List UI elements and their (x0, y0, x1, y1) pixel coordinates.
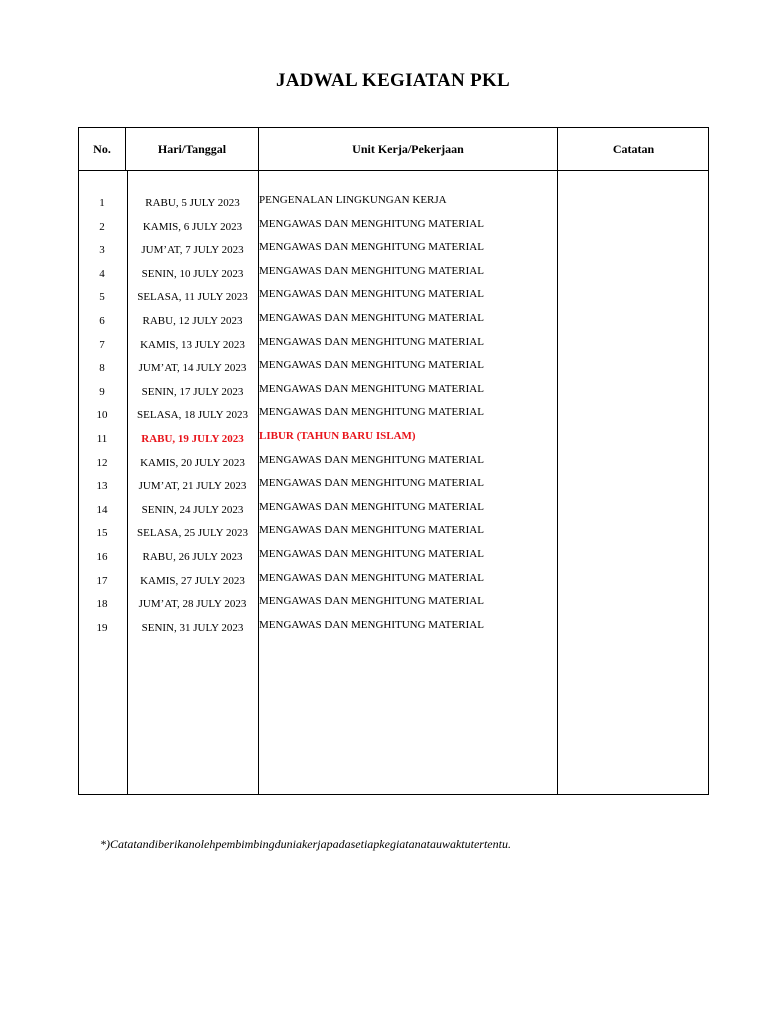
header-no: No. (93, 141, 111, 156)
row-unit: MENGAWAS DAN MENGHITUNG MATERIAL (259, 524, 484, 537)
row-number: 4 (99, 267, 105, 280)
row-number: 19 (96, 621, 108, 634)
table-row (79, 478, 708, 502)
row-unit: MENGAWAS DAN MENGHITUNG MATERIAL (259, 335, 484, 348)
row-date: JUM’AT, 7 JULY 2023 (141, 244, 244, 257)
table-body (79, 195, 708, 643)
row-date: KAMIS, 27 JULY 2023 (140, 574, 245, 587)
header-date: Hari/Tanggal (157, 141, 227, 156)
row-date: KAMIS, 13 JULY 2023 (140, 338, 245, 351)
row-unit: MENGAWAS DAN MENGHITUNG MATERIAL (259, 595, 484, 608)
row-unit: MENGAWAS DAN MENGHITUNG MATERIAL (259, 311, 484, 324)
table-row (79, 549, 708, 573)
row-unit: LIBUR (TAHUN BARU ISLAM) (259, 429, 416, 442)
row-number: 12 (96, 456, 108, 469)
table-row (79, 219, 708, 243)
row-number: 13 (96, 480, 108, 493)
row-unit: MENGAWAS DAN MENGHITUNG MATERIAL (259, 382, 484, 395)
row-number: 15 (96, 527, 108, 540)
row-date: SENIN, 10 JULY 2023 (141, 267, 244, 280)
row-date: SENIN, 17 JULY 2023 (141, 385, 244, 398)
table-row (79, 337, 708, 361)
row-number: 9 (99, 385, 105, 398)
row-date: SELASA, 11 JULY 2023 (137, 291, 248, 304)
table-row (79, 266, 708, 290)
footnote: *)Catatandiberikanolehpembimbingduniakerjapadasetiapkegiatanatauwaktutertentu. (100, 837, 511, 851)
document-title: JADWAL KEGIATAN PKL (275, 70, 511, 91)
row-date: SELASA, 18 JULY 2023 (137, 409, 248, 422)
row-number: 7 (99, 338, 105, 351)
row-date: KAMIS, 6 JULY 2023 (142, 220, 243, 233)
row-unit: MENGAWAS DAN MENGHITUNG MATERIAL (259, 264, 484, 277)
row-number: 1 (99, 197, 105, 209)
table-row (79, 620, 708, 644)
row-unit: MENGAWAS DAN MENGHITUNG MATERIAL (259, 571, 484, 584)
row-date: RABU, 5 JULY 2023 (145, 197, 240, 209)
row-date: JUM’AT, 28 JULY 2023 (138, 598, 247, 611)
row-unit: MENGAWAS DAN MENGHITUNG MATERIAL (259, 359, 484, 372)
row-unit: MENGAWAS DAN MENGHITUNG MATERIAL (259, 477, 484, 490)
table-row (79, 313, 708, 337)
row-date: SENIN, 24 JULY 2023 (141, 503, 244, 516)
row-number: 2 (99, 220, 105, 233)
row-number: 17 (96, 574, 108, 587)
row-number: 11 (96, 432, 108, 445)
table-row (79, 407, 708, 431)
row-unit: PENGENALAN LINGKUNGAN KERJA (259, 194, 447, 206)
row-unit: MENGAWAS DAN MENGHITUNG MATERIAL (259, 241, 484, 254)
row-number: 5 (99, 291, 105, 304)
row-date: RABU, 19 JULY 2023 (141, 432, 244, 445)
row-unit: MENGAWAS DAN MENGHITUNG MATERIAL (259, 453, 484, 466)
row-date: RABU, 12 JULY 2023 (142, 314, 243, 327)
row-number: 8 (99, 362, 105, 375)
row-number: 10 (96, 409, 108, 422)
table-row (79, 596, 708, 620)
row-unit: MENGAWAS DAN MENGHITUNG MATERIAL (259, 217, 484, 230)
table-row (79, 573, 708, 597)
row-date: SENIN, 31 JULY 2023 (141, 621, 244, 634)
schedule-table (78, 127, 709, 795)
table-row (79, 455, 708, 479)
table-row (79, 242, 708, 266)
header-unit: Unit Kerja/Pekerjaan (352, 141, 464, 156)
table-row (79, 289, 708, 313)
row-unit: MENGAWAS DAN MENGHITUNG MATERIAL (259, 406, 484, 419)
row-date: RABU, 26 JULY 2023 (142, 550, 243, 563)
table-row (79, 360, 708, 384)
table-row (79, 384, 708, 408)
row-date: JUM’AT, 14 JULY 2023 (138, 362, 247, 375)
row-date: JUM’AT, 21 JULY 2023 (138, 480, 247, 493)
table-row (79, 431, 708, 455)
table-row (79, 502, 708, 526)
row-unit: MENGAWAS DAN MENGHITUNG MATERIAL (259, 288, 484, 301)
row-number: 3 (99, 244, 105, 257)
row-unit: MENGAWAS DAN MENGHITUNG MATERIAL (259, 500, 484, 513)
row-number: 6 (99, 314, 105, 327)
table-row (79, 195, 708, 219)
row-unit: MENGAWAS DAN MENGHITUNG MATERIAL (259, 547, 484, 560)
row-unit: MENGAWAS DAN MENGHITUNG MATERIAL (259, 618, 484, 631)
row-date: SELASA, 25 JULY 2023 (137, 527, 248, 540)
row-number: 18 (96, 598, 108, 611)
table-row (79, 525, 708, 549)
header-divider (79, 170, 708, 171)
row-number: 14 (96, 503, 108, 516)
header-note: Catatan (612, 141, 655, 156)
row-number: 16 (96, 550, 108, 563)
row-date: KAMIS, 20 JULY 2023 (140, 456, 245, 469)
